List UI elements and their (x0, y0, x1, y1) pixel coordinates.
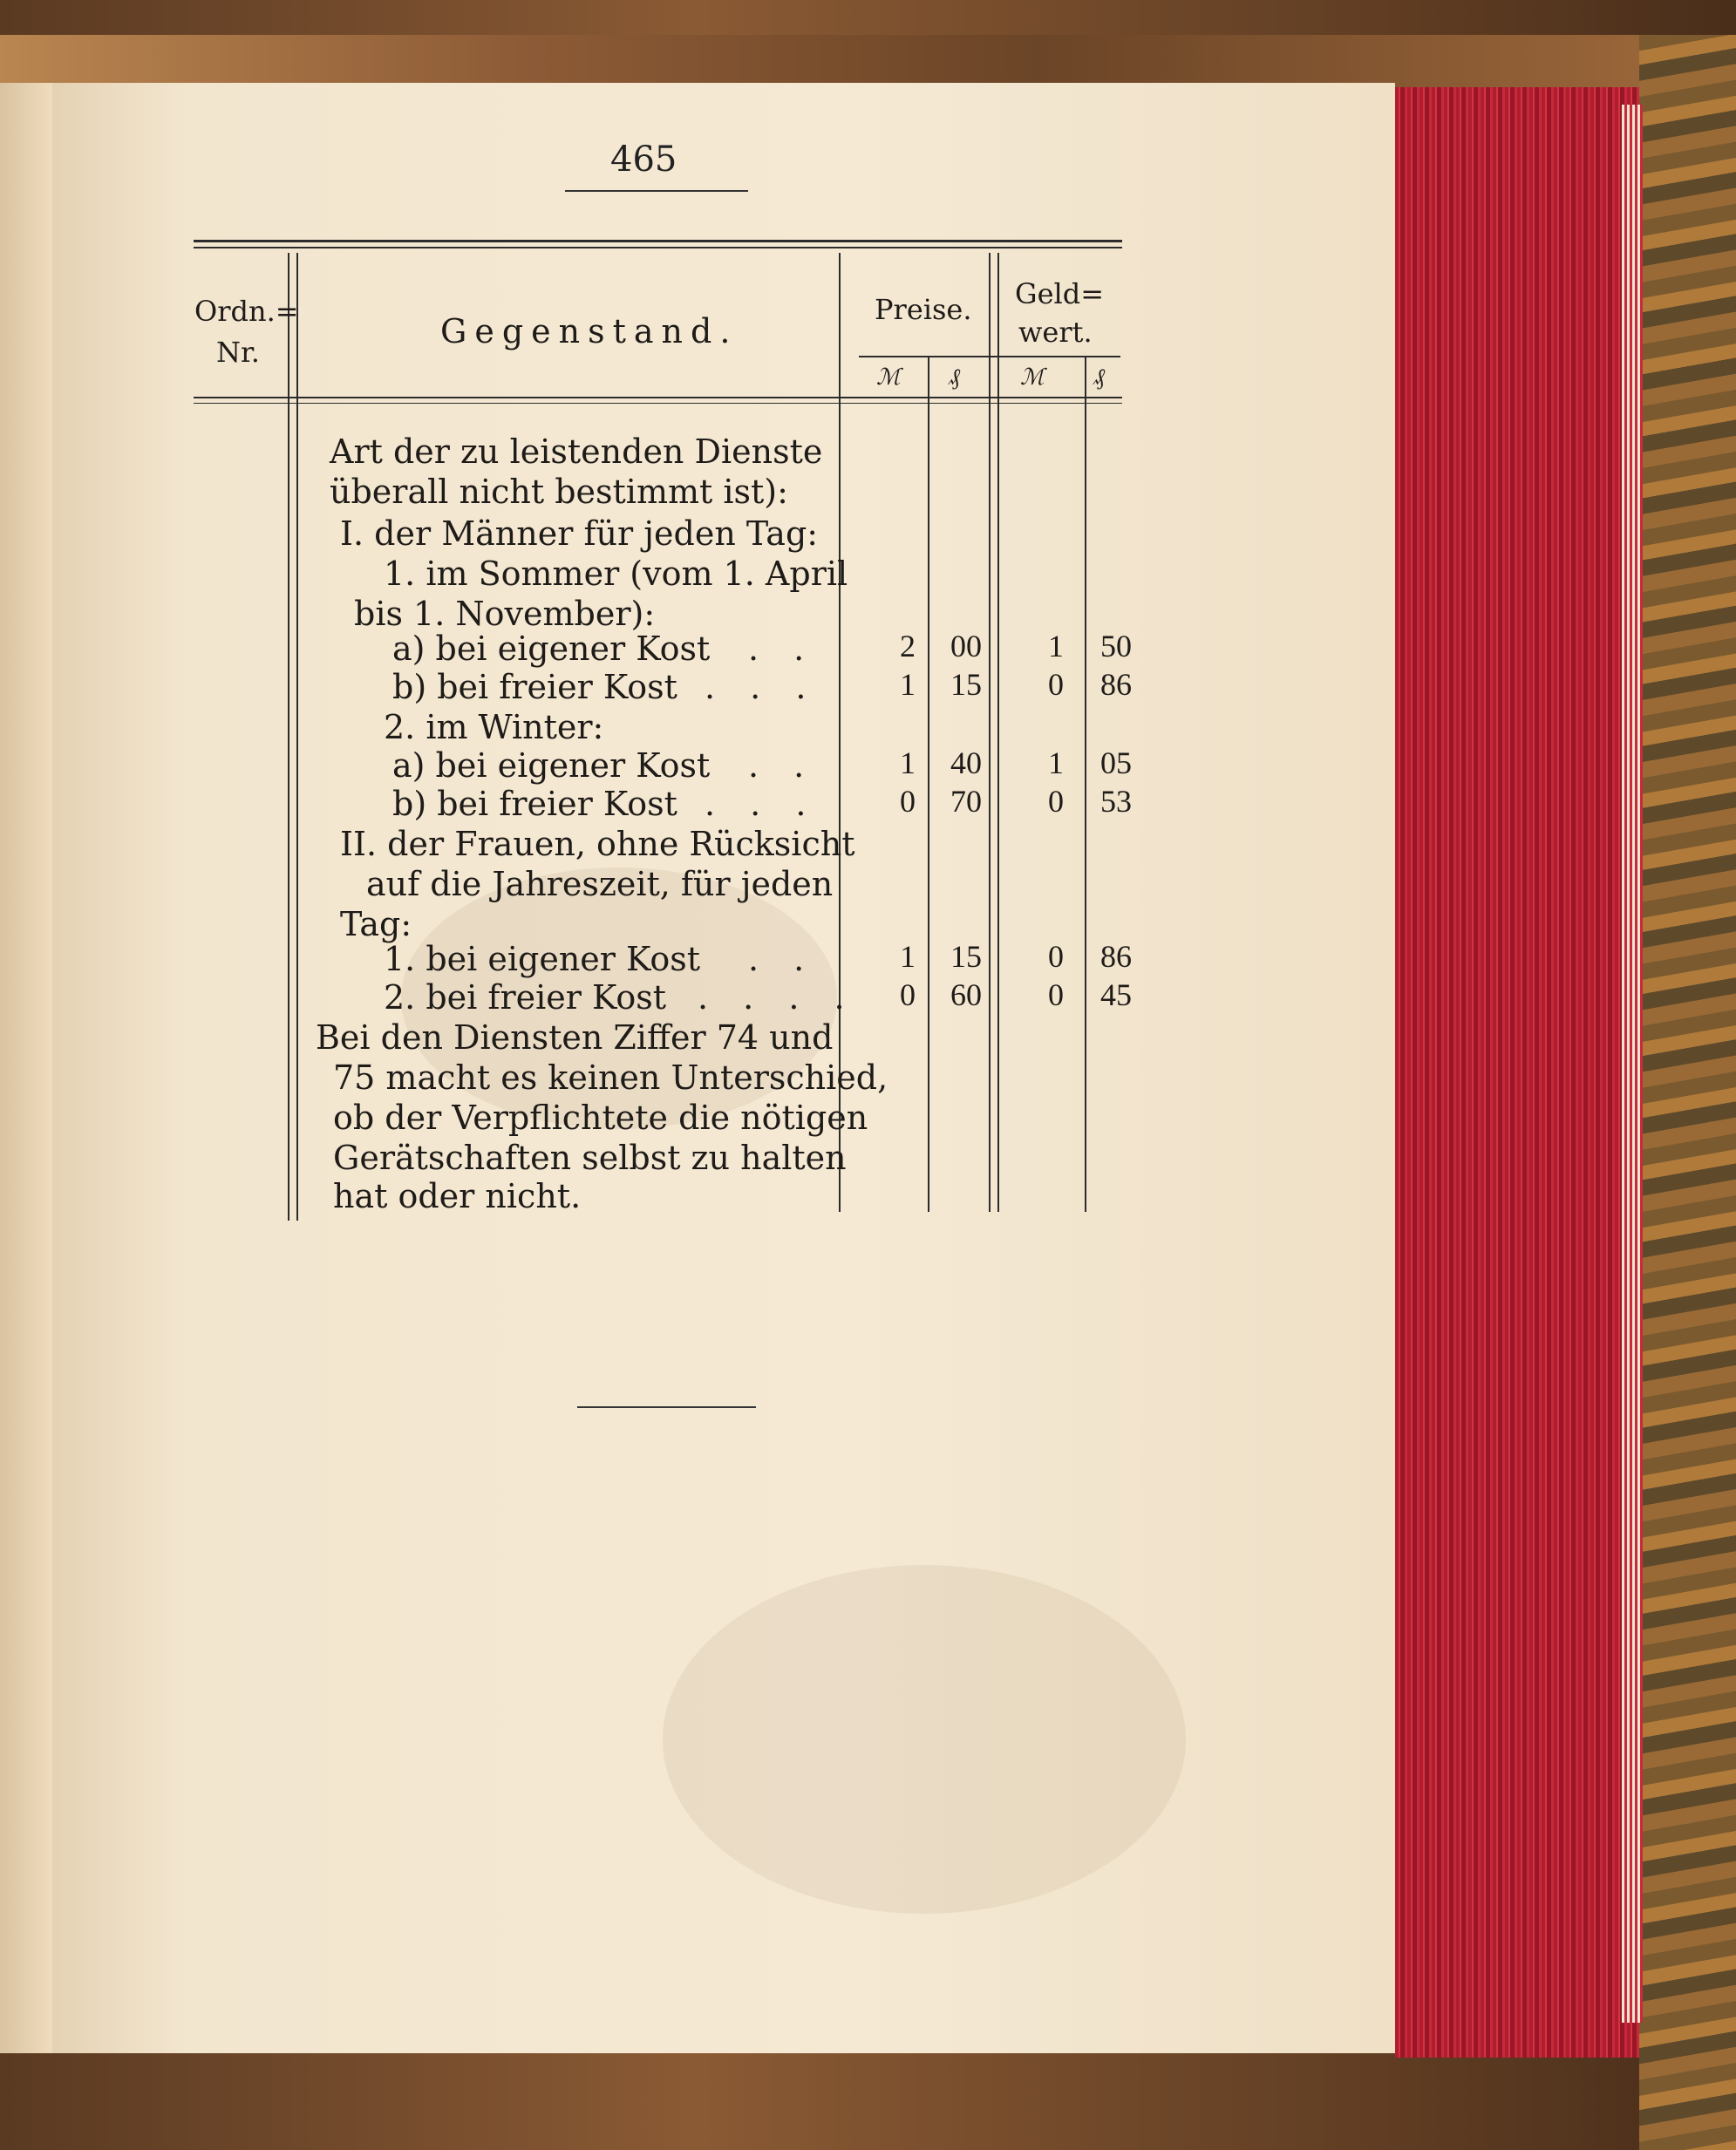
geldwert-mark: 1 (1048, 629, 1064, 663)
table-top-rule (194, 240, 1122, 242)
row-text: 2. bei freier Kost (384, 978, 667, 1017)
row-dots: . . (748, 629, 817, 668)
left-page-edge (0, 83, 55, 2053)
geldwert-mark: 0 (1048, 784, 1064, 819)
row-text: a) bei eigener Kost (392, 746, 711, 785)
row-text: ob der Verpflichtete die nötigen (333, 1099, 868, 1137)
row-text: Gerätschaften selbst zu halten (333, 1139, 847, 1177)
preise-pf: 40 (950, 745, 982, 780)
column-rule-ordnr (288, 253, 289, 1221)
column-rule-preise-2 (997, 253, 999, 1212)
preise-mark: 1 (900, 667, 916, 702)
preise-mark: 0 (900, 784, 916, 819)
header-bottom-rule (194, 397, 1122, 398)
page-number-rule (565, 190, 748, 192)
preise-mark: 0 (900, 977, 916, 1012)
header-bottom-rule-2 (194, 403, 1122, 404)
header-preise-mark: ℳ (876, 364, 901, 391)
row-text: Bei den Diensten Ziffer 74 und (316, 1018, 834, 1057)
header-geldwert-pf: ₰ (1093, 364, 1105, 391)
header-geldwert-2: wert. (1018, 316, 1093, 349)
header-geldwert-1: Geld= (1015, 277, 1105, 310)
preise-pf: 60 (950, 977, 982, 1012)
row-text: 75 macht es keinen Unterschied, (333, 1058, 888, 1097)
column-rule-ordnr-2 (296, 253, 298, 1221)
paper-stain (663, 1565, 1186, 1914)
row-text: 2. im Winter: (384, 708, 604, 746)
preise-pf: 15 (950, 939, 982, 974)
book-cover-right (1639, 35, 1736, 2150)
row-text: bis 1. November): (354, 595, 656, 633)
page-number: 465 (610, 139, 677, 180)
row-text: a) bei eigener Kost (392, 629, 711, 668)
column-rule-preise (989, 253, 991, 1212)
geldwert-pf: 45 (1100, 977, 1132, 1012)
geldwert-pf: 86 (1100, 667, 1132, 702)
row-text: 1. bei eigener Kost (384, 940, 701, 978)
header-preise: Preise. (875, 293, 972, 326)
preise-mark: 1 (900, 745, 916, 780)
row-dots: . . (748, 746, 817, 785)
row-text: hat oder nicht. (333, 1177, 582, 1215)
header-geldwert-mark: ℳ (1020, 364, 1045, 391)
row-text: b) bei freier Kost (392, 668, 677, 706)
closing-rule (577, 1406, 756, 1408)
geldwert-mark: 1 (1048, 745, 1064, 780)
page-block-inner-edge (1622, 105, 1643, 2023)
row-dots: . . . . (698, 978, 857, 1017)
row-text: auf die Jahreszeit, für jeden (366, 865, 834, 903)
preise-pf: 70 (950, 784, 982, 819)
header-ordnr-2: Nr. (216, 336, 260, 369)
row-text: überall nicht bestimmt ist): (330, 473, 788, 511)
header-gegenstand: Gegenstand. (440, 312, 739, 350)
row-text: b) bei freier Kost (392, 785, 677, 823)
page-block-red-edge (1395, 87, 1639, 2058)
preise-mark: 1 (900, 939, 916, 974)
header-preise-pf: ₰ (949, 364, 960, 391)
table-top-rule-2 (194, 247, 1122, 248)
geldwert-mark: 0 (1048, 939, 1064, 974)
preise-pf: 00 (950, 629, 982, 663)
geldwert-pf: 05 (1100, 745, 1132, 780)
row-text: Art der zu leistenden Dienste (330, 432, 823, 471)
row-text: I. der Männer für jeden Tag: (340, 514, 819, 553)
row-text: II. der Frauen, ohne Rücksicht (340, 825, 855, 863)
row-text: Tag: (340, 905, 412, 943)
geldwert-pf: 86 (1100, 939, 1132, 974)
geldwert-pf: 53 (1100, 784, 1132, 819)
preise-mark: 2 (900, 629, 916, 663)
row-dots: . . . (705, 785, 819, 823)
row-text: 1. im Sommer (vom 1. April (384, 555, 848, 593)
geldwert-pf: 50 (1100, 629, 1132, 663)
row-dots: . . . (705, 668, 819, 706)
geldwert-mark: 0 (1048, 977, 1064, 1012)
geldwert-mark: 0 (1048, 667, 1064, 702)
header-ordnr-1: Ordn.= (194, 295, 299, 328)
row-dots: . . (748, 940, 817, 978)
preise-pf: 15 (950, 667, 982, 702)
